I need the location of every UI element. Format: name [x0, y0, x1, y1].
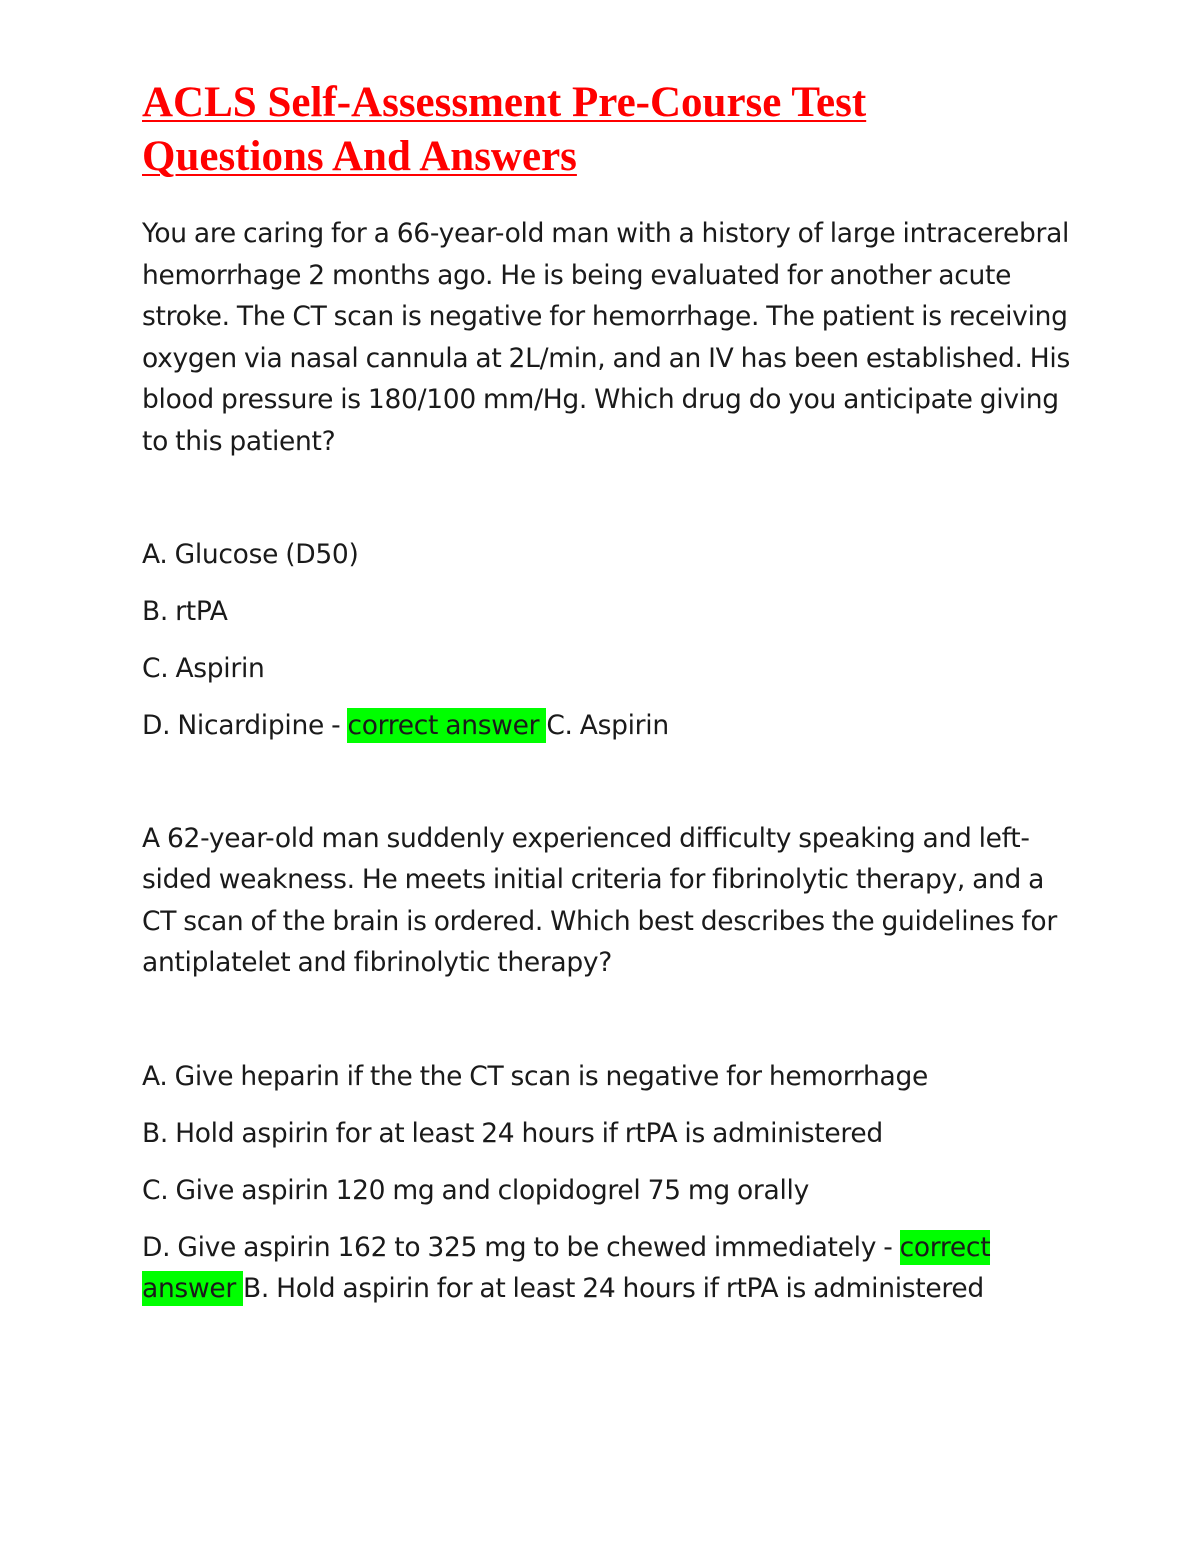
question-2-text: A 62-year-old man suddenly experienced difficulty speaking and left-sided weakness. He meets initial criteria for fibrinolytic therapy, and a CT scan of the brain is ordered. Which best describes the guidelines for antiplatelet and fibrinolytic therapy?	[142, 822, 1057, 978]
document-title	[142, 76, 1072, 184]
correct-answer-highlight: correct answer	[142, 1231, 991, 1304]
question-2-options	[142, 1056, 1072, 1310]
option-text: D. Nicardipine -	[142, 710, 348, 741]
answer-text: B. Hold aspirin for at least 24 hours if rtPA is administered	[243, 1273, 984, 1304]
correct-answer-highlight: correct answer	[347, 710, 547, 741]
option-text: D. Give aspirin 162 to 325 mg to be chewed immediately -	[142, 1231, 900, 1263]
question-1-text: You are caring for a 66-year-old man with a history of large intracerebral hemorrhage 2 months ago. He is being evaluated for another acute stroke. The CT scan is negative for hemorrhage. The patient is receiving oxygen via nasal cannula at 2L/min, and an IV has been established. His blood pressure is 180/100 mm/Hg. Which drug do you anticipate giving to this patient?	[142, 218, 1070, 457]
option-item: C. Aspirin	[142, 653, 265, 684]
option-item: C. Give aspirin 120 mg and clopidogrel 75 mg orally	[142, 1174, 809, 1206]
document-body	[142, 76, 1072, 1310]
question-1-options	[142, 534, 1072, 747]
option-item: A. Glucose (D50)	[142, 539, 359, 570]
option-item-with-answer	[142, 1227, 1072, 1310]
title-line-1: ACLS Self-Assessment Pre-Course Test	[142, 79, 867, 126]
option-item-with-answer	[142, 705, 1072, 747]
option-item: B. Hold aspirin for at least 24 hours if rtPA is administered	[142, 1117, 883, 1149]
option-item: B. rtPA	[142, 596, 228, 627]
option-item: A. Give heparin if the the CT scan is negative for hemorrhage	[142, 1060, 928, 1092]
title-line-2: Questions And Answers	[142, 133, 577, 180]
answer-text: C. Aspirin	[546, 710, 669, 741]
